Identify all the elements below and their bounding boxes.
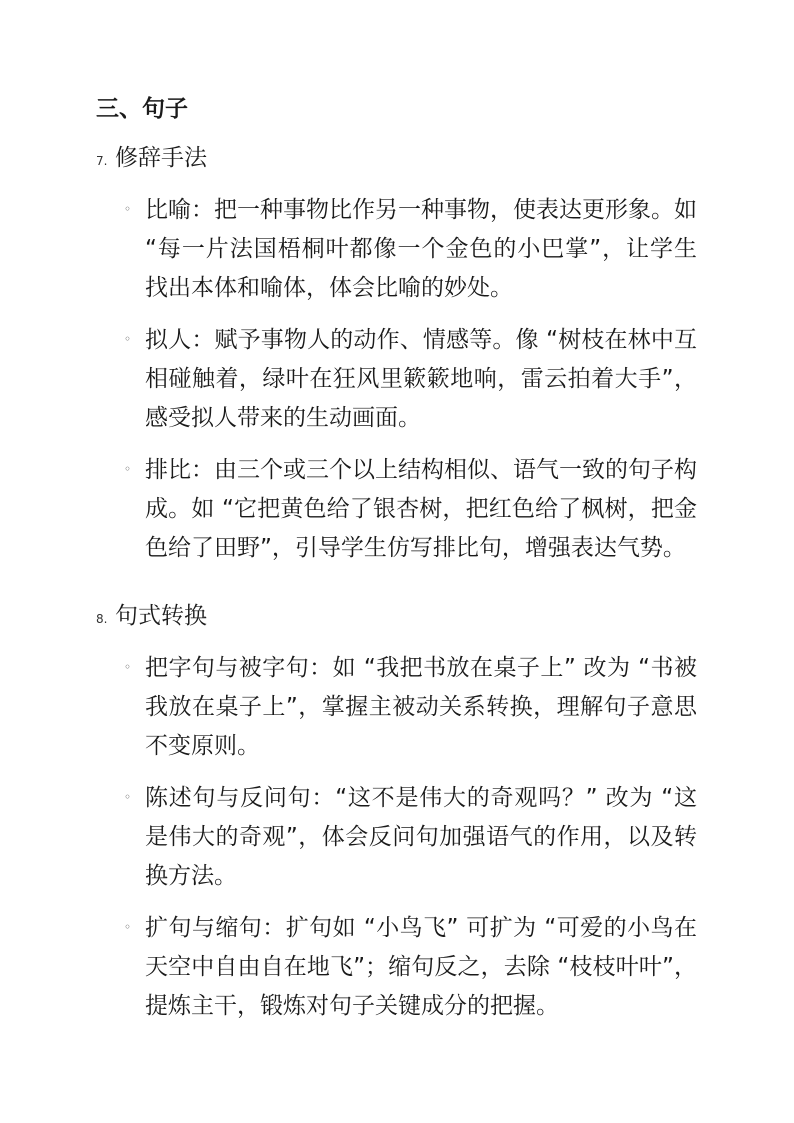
list-item bbox=[96, 649, 736, 766]
subsection-label: 句式转换 bbox=[115, 603, 207, 629]
subsection-number: 7. bbox=[96, 154, 108, 168]
subsection-heading bbox=[96, 597, 736, 635]
subsection-heading bbox=[96, 139, 736, 177]
list-item bbox=[96, 191, 736, 308]
subsection-rhetoric bbox=[96, 139, 736, 568]
bullet-icon: ◦ bbox=[124, 202, 132, 216]
subsection-number: 8. bbox=[96, 612, 108, 626]
bullet-icon: ◦ bbox=[124, 790, 132, 804]
bullet-icon: ◦ bbox=[124, 660, 132, 674]
bullet-icon: ◦ bbox=[124, 920, 132, 934]
bullet-icon: ◦ bbox=[124, 462, 132, 476]
list-item-text: 扩句与缩句：扩句如 “小鸟飞” 可扩为 “可爱的小鸟在天空中自由自在地飞”；缩句反之，去除 “枝枝叶叶”，提炼主干，锻炼对句子关键成分的把握。 bbox=[145, 915, 697, 1019]
bullet-list bbox=[96, 191, 736, 568]
list-item-text: 排比：由三个或三个以上结构相似、语气一致的句子构成。如 “它把黄色给了银杏树，把红色给了枫树，把金色给了田野”，引导学生仿写排比句，增强表达气势。 bbox=[145, 457, 697, 561]
list-item bbox=[96, 909, 736, 1026]
section-title: 三、句子 bbox=[96, 96, 188, 122]
subsection-label: 修辞手法 bbox=[115, 145, 207, 171]
list-item-text: 把字句与被字句：如 “我把书放在桌子上” 改为 “书被我放在桌子上”，掌握主被动关系转换，理解句子意思不变原则。 bbox=[145, 655, 697, 759]
list-item-text: 拟人：赋予事物人的动作、情感等。像 “树枝在林中互相碰触着，绿叶在狂风里簌簌地响，雷云拍着大手”，感受拟人带来的生动画面。 bbox=[145, 327, 697, 431]
list-item bbox=[96, 451, 736, 568]
bullet-list bbox=[96, 649, 736, 1026]
subsection-sentence-transform bbox=[96, 597, 736, 1026]
bullet-icon: ◦ bbox=[124, 332, 132, 346]
list-item bbox=[96, 779, 736, 896]
list-item-text: 比喻：把一种事物比作另一种事物，使表达更形象。如 “每一片法国梧桐叶都像一个金色的小巴掌”，让学生找出本体和喻体，体会比喻的妙处。 bbox=[145, 197, 697, 301]
list-item bbox=[96, 321, 736, 438]
list-item-text: 陈述句与反问句：“这不是伟大的奇观吗？” 改为 “这是伟大的奇观”，体会反问句加强语气的作用，以及转换方法。 bbox=[145, 785, 697, 889]
